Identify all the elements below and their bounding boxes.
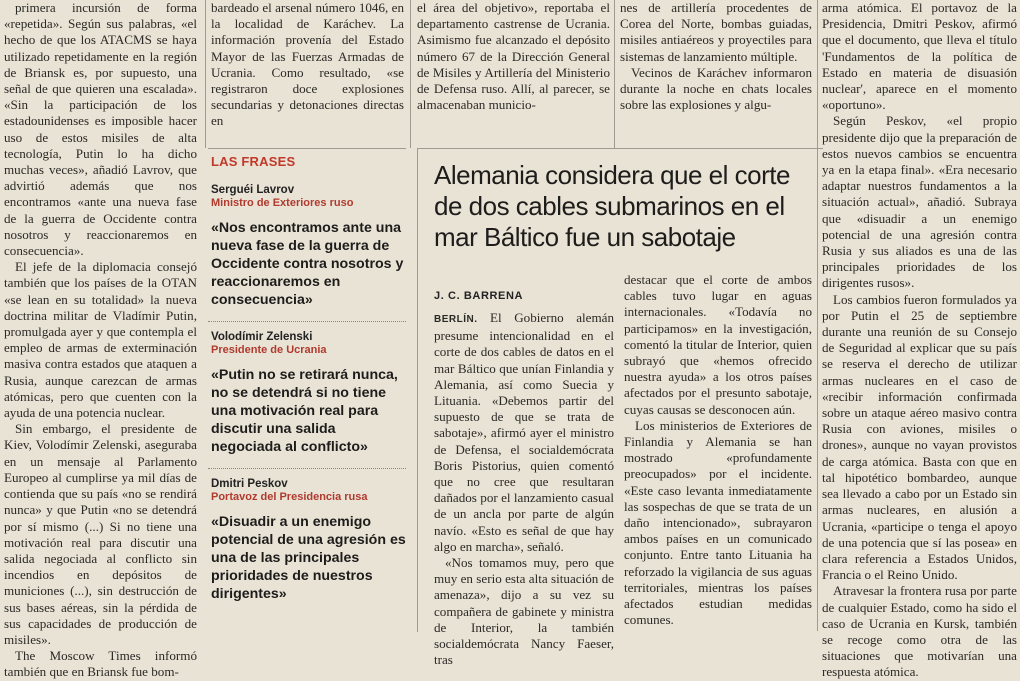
body-paragraph: Los cambios fueron formulados ya por Putin el 25 de septiembre durante una reunión de su Consejo de Seguridad al explicar que su país se reserva el derecho de utilizar armas nucleares en el caso de «recibir información confirmada sobre un ataque aéreo masivo contra Rusia con aviones, misiles o drones», aunque no vayan provistos de carga atómica. Basta con que en tal hipotético bombardeo, aunque sea llevado a cabo por un Estado sin armas nucleares, en alusión a Ucrania, «participe o tenga el apoyo de una potencia que sí las posea» en clara referencia a Estados Unidos, Francia o el Reino Unido. xyxy=(822,291,1017,583)
body-paragraph: Atravesar la frontera rusa por parte de cualquier Estado, como ha sido el caso de Ucrania en Kursk, también se recoge como otra de las situaciones que motivarían una respuesta atómica. xyxy=(822,583,1017,680)
article-headline: Alemania considera que el corte de dos cables submarinos en el mar Báltico fue un sabotaje xyxy=(434,160,790,252)
body-paragraph: el área del objetivo», reportaba el departamento castrense de Ucrania. Asimismo fue alcanzado el depósito número 67 de la Dirección General de Misiles y Artillería del Ministerio de Defensa ruso. Allí, al parecer, se almacenaban municio- xyxy=(417,0,610,113)
article-column-2 xyxy=(211,0,404,148)
body-paragraph: Vecinos de Karáchev informaron durante la noche en chats locales sobre las explosiones y algu- xyxy=(620,64,812,113)
column-rule xyxy=(205,0,206,148)
body-paragraph: Sin embargo, el presidente de Kiev, Volodímir Zelenski, aseguraba en un mensaje al Parlamento Europeo al cumplirse ya mil días de contienda que su país «no se rendirá nunca» y que Putin «no se detendrá por sí mismo (...) Si no tiene una motivación real para discutir una salida negociada al conflicto sin incendios en depósitos de municiones (...), sin destrucción de sus bases aéreas, sin la pérdida de sus capacidades de producción de misiles». xyxy=(4,421,197,647)
article-column-1 xyxy=(4,0,197,680)
quote-block xyxy=(208,477,406,615)
body-paragraph: nes de artillería procedentes de Corea del Norte, bombas guiadas, misiles antiaéreos y proyectiles para sistemas de lanzamiento múltiple. xyxy=(620,0,812,64)
quote-author: Volodímir Zelenski xyxy=(211,331,313,343)
column-rule xyxy=(614,0,615,148)
column-rule xyxy=(410,0,411,148)
article-column-4 xyxy=(620,0,812,148)
body-paragraph: arma atómica. El portavoz de la Presidencia, Dmitri Peskov, afirmó que el documento, que lleva el título 'Fundamentos de la política de Estado en materia de disuasión nuclear', aparece en el momento «oportuno». xyxy=(822,0,1017,113)
article-column-3 xyxy=(417,0,610,148)
body-paragraph: BERLÍN. El Gobierno alemán presume intencionalidad en el corte de dos cables de datos en el mar Báltico que unían Finlandia y Alemania, así como Suecia y Lituania. «Debemos partir del supuesto de que se trata de sabotaje», afirmó ayer el ministro de Defensa, el socialdemócrata Boris Pistorius, quien comentó que no cree que resultaran dañados por el lanzamiento casual de un ancla por parte de algún navío. «Esto es señal de que hay algo en marcha», señaló. xyxy=(434,310,614,554)
article-column-5 xyxy=(822,0,1017,680)
body-paragraph: Los ministerios de Exteriores de Finlandia y Alemania se han mostrado «profundamente preocupados» por el incidente. «Este caso levanta inmediatamente las sospechas de que se trata de un daño intencionado», subrayaron ambos países en un comunicado conjunto. Entre tanto Lituania ha reforzado la vigilancia de sus aguas territoriales, mientras los países afectados estudian medidas comunes. xyxy=(624,417,812,628)
quote-author: Serguéi Lavrov xyxy=(211,184,295,196)
article-byline: J. C. BARRENA xyxy=(434,290,524,302)
article-dateline: BERLÍN. xyxy=(434,314,491,325)
secondary-article-column-2 xyxy=(624,272,812,631)
quote-text: «Nos encontramos ante una nueva fase de la guerra de Occidente contra nosotros y reaccionaremos en consecuencia» xyxy=(211,220,404,308)
secondary-article-column-1 xyxy=(434,310,614,668)
quote-text: «Disuadir a un enemigo potencial de una agresión es una de las principales prioridades de nuestros dirigentes» xyxy=(211,514,406,602)
body-paragraph: Según Peskov, «el propio presidente dijo que la preparación de estos nuevos cambios se encuentra ya en la etapa final». «Era necesario adaptar nuestros fundamentos a la situación actual», añadió. Subraya que «disuadir a un enemigo potencial de una agresión contra Rusia y sus aliados es una de las principales prioridades de los dirigentes rusos». xyxy=(822,113,1017,291)
quote-block xyxy=(208,330,406,469)
quote-author: Dmitri Peskov xyxy=(211,478,288,490)
quote-author-role: Portavoz del Presidencia rusa xyxy=(211,491,368,503)
quote-text: «Putin no se retirará nunca, no se detendrá si no tiene una motivación real para discutir una salida negociada al conflicto» xyxy=(211,367,398,455)
quotes-sidebar xyxy=(208,148,406,632)
body-paragraph: El jefe de la diplomacia consejó también que los países de la OTAN «se lean en su totalidad» la nueva doctrina militar de Vladímir Putin, promulgada ayer y que contempla el empleo de armas de exterminación masiva contra estados que ataquen a Rusia, aunque carezcan de armas atómicas, pero que cuenten con la ayuda de una potencia nuclear. xyxy=(4,259,197,421)
body-paragraph: bardeado el arsenal número 1046, en la localidad de Karáchev. La información provenía del Estado Mayor de las Fuerzas Armadas de Ucrania. Como resultado, «se registraron doce explosiones secundarias y detonaciones directas en xyxy=(211,0,404,129)
body-paragraph: The Moscow Times informó también que en Briansk fue bom- xyxy=(4,648,197,680)
body-paragraph: destacar que el corte de ambos cables tuvo lugar en aguas internacionales. «Todavía no participamos» en la investigación, comentó la titular de Interior, quien subrayó que «hemos ofrecido nuestra ayuda» a los otros países afectados por el presunto sabotaje, cuyas causas se desconocen aún. xyxy=(624,272,812,417)
body-paragraph: «Nos tomamos muy, pero que muy en serio esta alta situación de amenaza», dijo a su vez su compañera de gabinete y ministra de Interior, la también socialdemócrata Nancy Faeser, tras xyxy=(434,555,614,668)
quote-block xyxy=(208,183,406,322)
quote-author-role: Presidente de Ucrania xyxy=(211,344,327,356)
quotes-section-title: LAS FRASES xyxy=(211,154,296,169)
body-paragraph: primera incursión de forma «repetida». Según sus palabras, «el hecho de que los ATACMS se haya utilizado repetidamente en la región de Briansk es, por supuesto, una señal de que quieren una escalada». «Sin la participación de los estadounidenses es imposible hacer uso de estos misiles de alta tecnología, Putin lo ha dicho muchas veces», añadió Lavrov, que advirtió además que nos encontramos «ante una nueva fase de la guerra de Occidente contra nosotros y reaccionaremos en consecuencia». xyxy=(4,0,197,259)
quote-author-role: Ministro de Exteriores ruso xyxy=(211,197,354,209)
